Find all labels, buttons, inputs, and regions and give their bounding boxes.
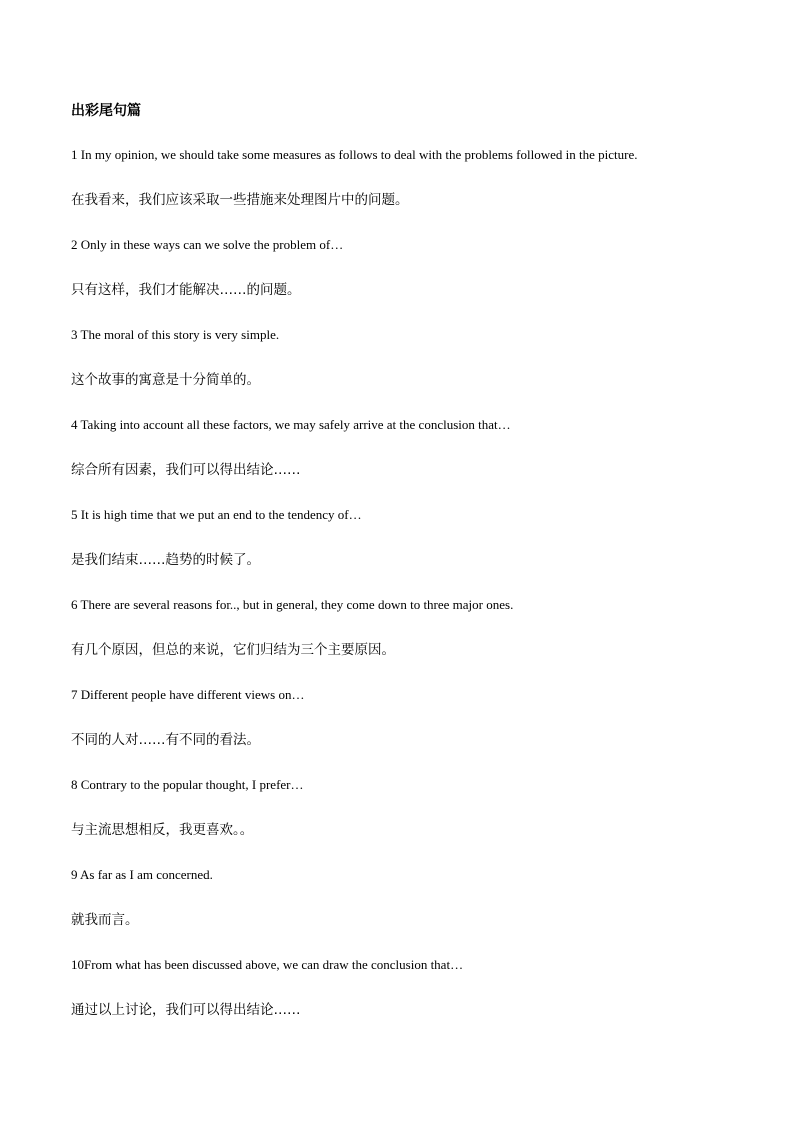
english-sentence: 9 As far as I am concerned. xyxy=(71,867,213,882)
chinese-translation: 这个故事的寓意是十分简单的。 xyxy=(71,372,260,388)
chinese-translation: 在我看来，我们应该采取一些措施来处理图片中的问题。 xyxy=(71,192,409,208)
sentence-list xyxy=(71,145,751,1045)
english-sentence: 1 In my opinion, we should take some measures as follows to deal with the problems followed in the picture. xyxy=(71,147,638,162)
list-item xyxy=(71,145,751,235)
list-item xyxy=(71,865,751,955)
chinese-translation: 不同的人对……有不同的看法。 xyxy=(71,732,260,748)
list-item xyxy=(71,685,751,775)
list-item xyxy=(71,595,751,685)
chinese-translation: 有几个原因，但总的来说，它们归结为三个主要原因。 xyxy=(71,642,395,658)
page-title: 出彩尾句篇 xyxy=(71,103,141,119)
english-sentence: 2 Only in these ways can we solve the problem of… xyxy=(71,237,344,252)
chinese-translation: 与主流思想相反，我更喜欢。。 xyxy=(71,822,254,838)
chinese-translation: 就我而言。 xyxy=(71,912,139,928)
english-sentence: 6 There are several reasons for.., but in general, they come down to three major ones. xyxy=(71,597,514,612)
list-item xyxy=(71,955,751,1045)
english-sentence: 8 Contrary to the popular thought, I prefer… xyxy=(71,777,304,792)
chinese-translation: 综合所有因素，我们可以得出结论…… xyxy=(71,462,301,478)
english-sentence: 5 It is high time that we put an end to the tendency of… xyxy=(71,507,362,522)
english-sentence: 4 Taking into account all these factors, we may safely arrive at the conclusion that… xyxy=(71,417,511,432)
english-sentence: 3 The moral of this story is very simple. xyxy=(71,327,280,342)
english-sentence: 10From what has been discussed above, we can draw the conclusion that… xyxy=(71,957,464,972)
list-item xyxy=(71,505,751,595)
list-item xyxy=(71,775,751,865)
list-item xyxy=(71,325,751,415)
english-sentence: 7 Different people have different views on… xyxy=(71,687,305,702)
chinese-translation: 是我们结束……趋势的时候了。 xyxy=(71,552,260,568)
list-item xyxy=(71,235,751,325)
list-item xyxy=(71,415,751,505)
chinese-translation: 通过以上讨论，我们可以得出结论…… xyxy=(71,1002,301,1018)
chinese-translation: 只有这样，我们才能解决……的问题。 xyxy=(71,282,301,298)
